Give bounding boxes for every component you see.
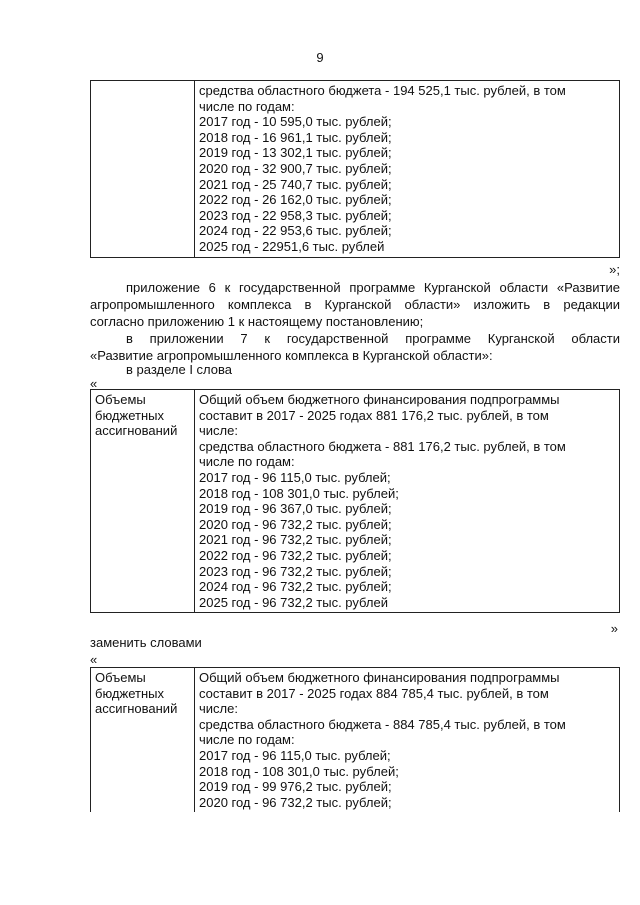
- table3-line: Общий объем бюджетного финансирования подпрограммы: [199, 670, 560, 685]
- table2-line: 2022 год - 96 732,2 тыс. рублей;: [199, 547, 392, 563]
- label-line: ассигнований: [95, 701, 178, 717]
- paragraph-line: в приложении 7 к государственной программе Курганской области: [126, 331, 620, 346]
- table1-line: 2023 год - 22 958,3 тыс. рублей;: [199, 207, 392, 223]
- label-line: Объемы: [95, 670, 146, 685]
- table3-line: 2017 год - 96 115,0 тыс. рублей;: [199, 747, 391, 763]
- table3-line: составит в 2017 - 2025 годах 884 785,4 тыс. рублей, в том: [199, 685, 549, 701]
- page-number: 9: [316, 50, 324, 65]
- table1-line: 2021 год - 25 740,7 тыс. рублей;: [199, 176, 392, 192]
- label-line: бюджетных: [95, 407, 164, 423]
- table2-line: Общий объем бюджетного финансирования подпрограммы: [199, 392, 560, 407]
- label-line: ассигнований: [95, 423, 178, 439]
- table1-line: 2019 год - 13 302,1 тыс. рублей;: [199, 145, 392, 161]
- section-text: в разделе I слова: [126, 362, 232, 377]
- table3-line: 2018 год - 108 301,0 тыс. рублей;: [199, 763, 399, 779]
- table1-values-cell: [195, 81, 620, 258]
- paragraph-appendix-6: [90, 279, 620, 330]
- budget-table-new: [90, 667, 620, 812]
- closing-quote-2: »: [610, 621, 618, 636]
- table1-line: 2020 год - 32 900,7 тыс. рублей;: [199, 160, 392, 176]
- table3-line: средства областного бюджета - 884 785,4 тыс. рублей, в том: [199, 716, 566, 732]
- table3-values-cell: [195, 668, 620, 813]
- label-line: Объемы: [95, 392, 146, 407]
- table2-label-cell: [91, 390, 195, 613]
- table2-line: 2017 год - 96 115,0 тыс. рублей;: [199, 469, 391, 485]
- table2-line: средства областного бюджета - 881 176,2 тыс. рублей, в том: [199, 438, 566, 454]
- table1-line: 2018 год - 16 961,1 тыс. рублей;: [199, 129, 392, 145]
- label-line: бюджетных: [95, 685, 164, 701]
- table2-line: составит в 2017 - 2025 годах 881 176,2 тыс. рублей, в том: [199, 407, 549, 423]
- table1-line: 2025 год - 22951,6 тыс. рублей: [199, 238, 385, 254]
- paragraph-line: приложение 6 к государственной программе Курганской области «Развитие: [126, 280, 620, 295]
- table3-label-cell: [91, 668, 195, 813]
- table2-line: 2023 год - 96 732,2 тыс. рублей;: [199, 563, 392, 579]
- table2-line: 2024 год - 96 732,2 тыс. рублей;: [199, 579, 392, 595]
- table1-line: средства областного бюджета - 194 525,1 тыс. рублей, в том: [199, 83, 566, 98]
- table2-line: 2020 год - 96 732,2 тыс. рублей;: [199, 516, 392, 532]
- table2-values-cell: [195, 390, 620, 613]
- paragraph-line: согласно приложению 1 к настоящему постановлению;: [90, 314, 424, 329]
- paragraph-appendix-7: [90, 330, 620, 364]
- table2-line: 2021 год - 96 732,2 тыс. рублей;: [199, 532, 392, 548]
- table2-line: 2025 год - 96 732,2 тыс. рублей: [199, 594, 388, 610]
- table3-line: числе:: [199, 701, 238, 717]
- table1-line: числе по годам:: [199, 98, 295, 114]
- table1-line: 2017 год - 10 595,0 тыс. рублей;: [199, 114, 392, 130]
- budget-table-old: [90, 389, 620, 613]
- table3-line: числе по годам:: [199, 732, 295, 748]
- table3-line: 2019 год - 99 976,2 тыс. рублей;: [199, 779, 392, 795]
- table2-line: 2018 год - 108 301,0 тыс. рублей;: [199, 485, 399, 501]
- paragraph-line: агропромышленного комплекса в Курганской области» изложить в редакции: [90, 297, 620, 312]
- opening-quote: «: [90, 376, 98, 391]
- table1-line: 2024 год - 22 953,6 тыс. рублей;: [199, 223, 392, 239]
- table2-line: числе по годам:: [199, 454, 295, 470]
- closing-quote-1: »;: [609, 262, 620, 277]
- opening-quote-2: «: [90, 652, 98, 667]
- table2-line: 2019 год - 96 367,0 тыс. рублей;: [199, 501, 392, 517]
- table1-label-cell: [91, 81, 195, 258]
- paragraph-line: «Развитие агропромышленного комплекса в Курганской области»:: [90, 348, 493, 363]
- table3-line: 2020 год - 96 732,2 тыс. рублей;: [199, 794, 392, 810]
- replace-text: заменить словами: [90, 635, 202, 650]
- budget-table-continuation: [90, 80, 620, 258]
- table2-line: числе:: [199, 423, 238, 439]
- table1-line: 2022 год - 26 162,0 тыс. рублей;: [199, 192, 392, 208]
